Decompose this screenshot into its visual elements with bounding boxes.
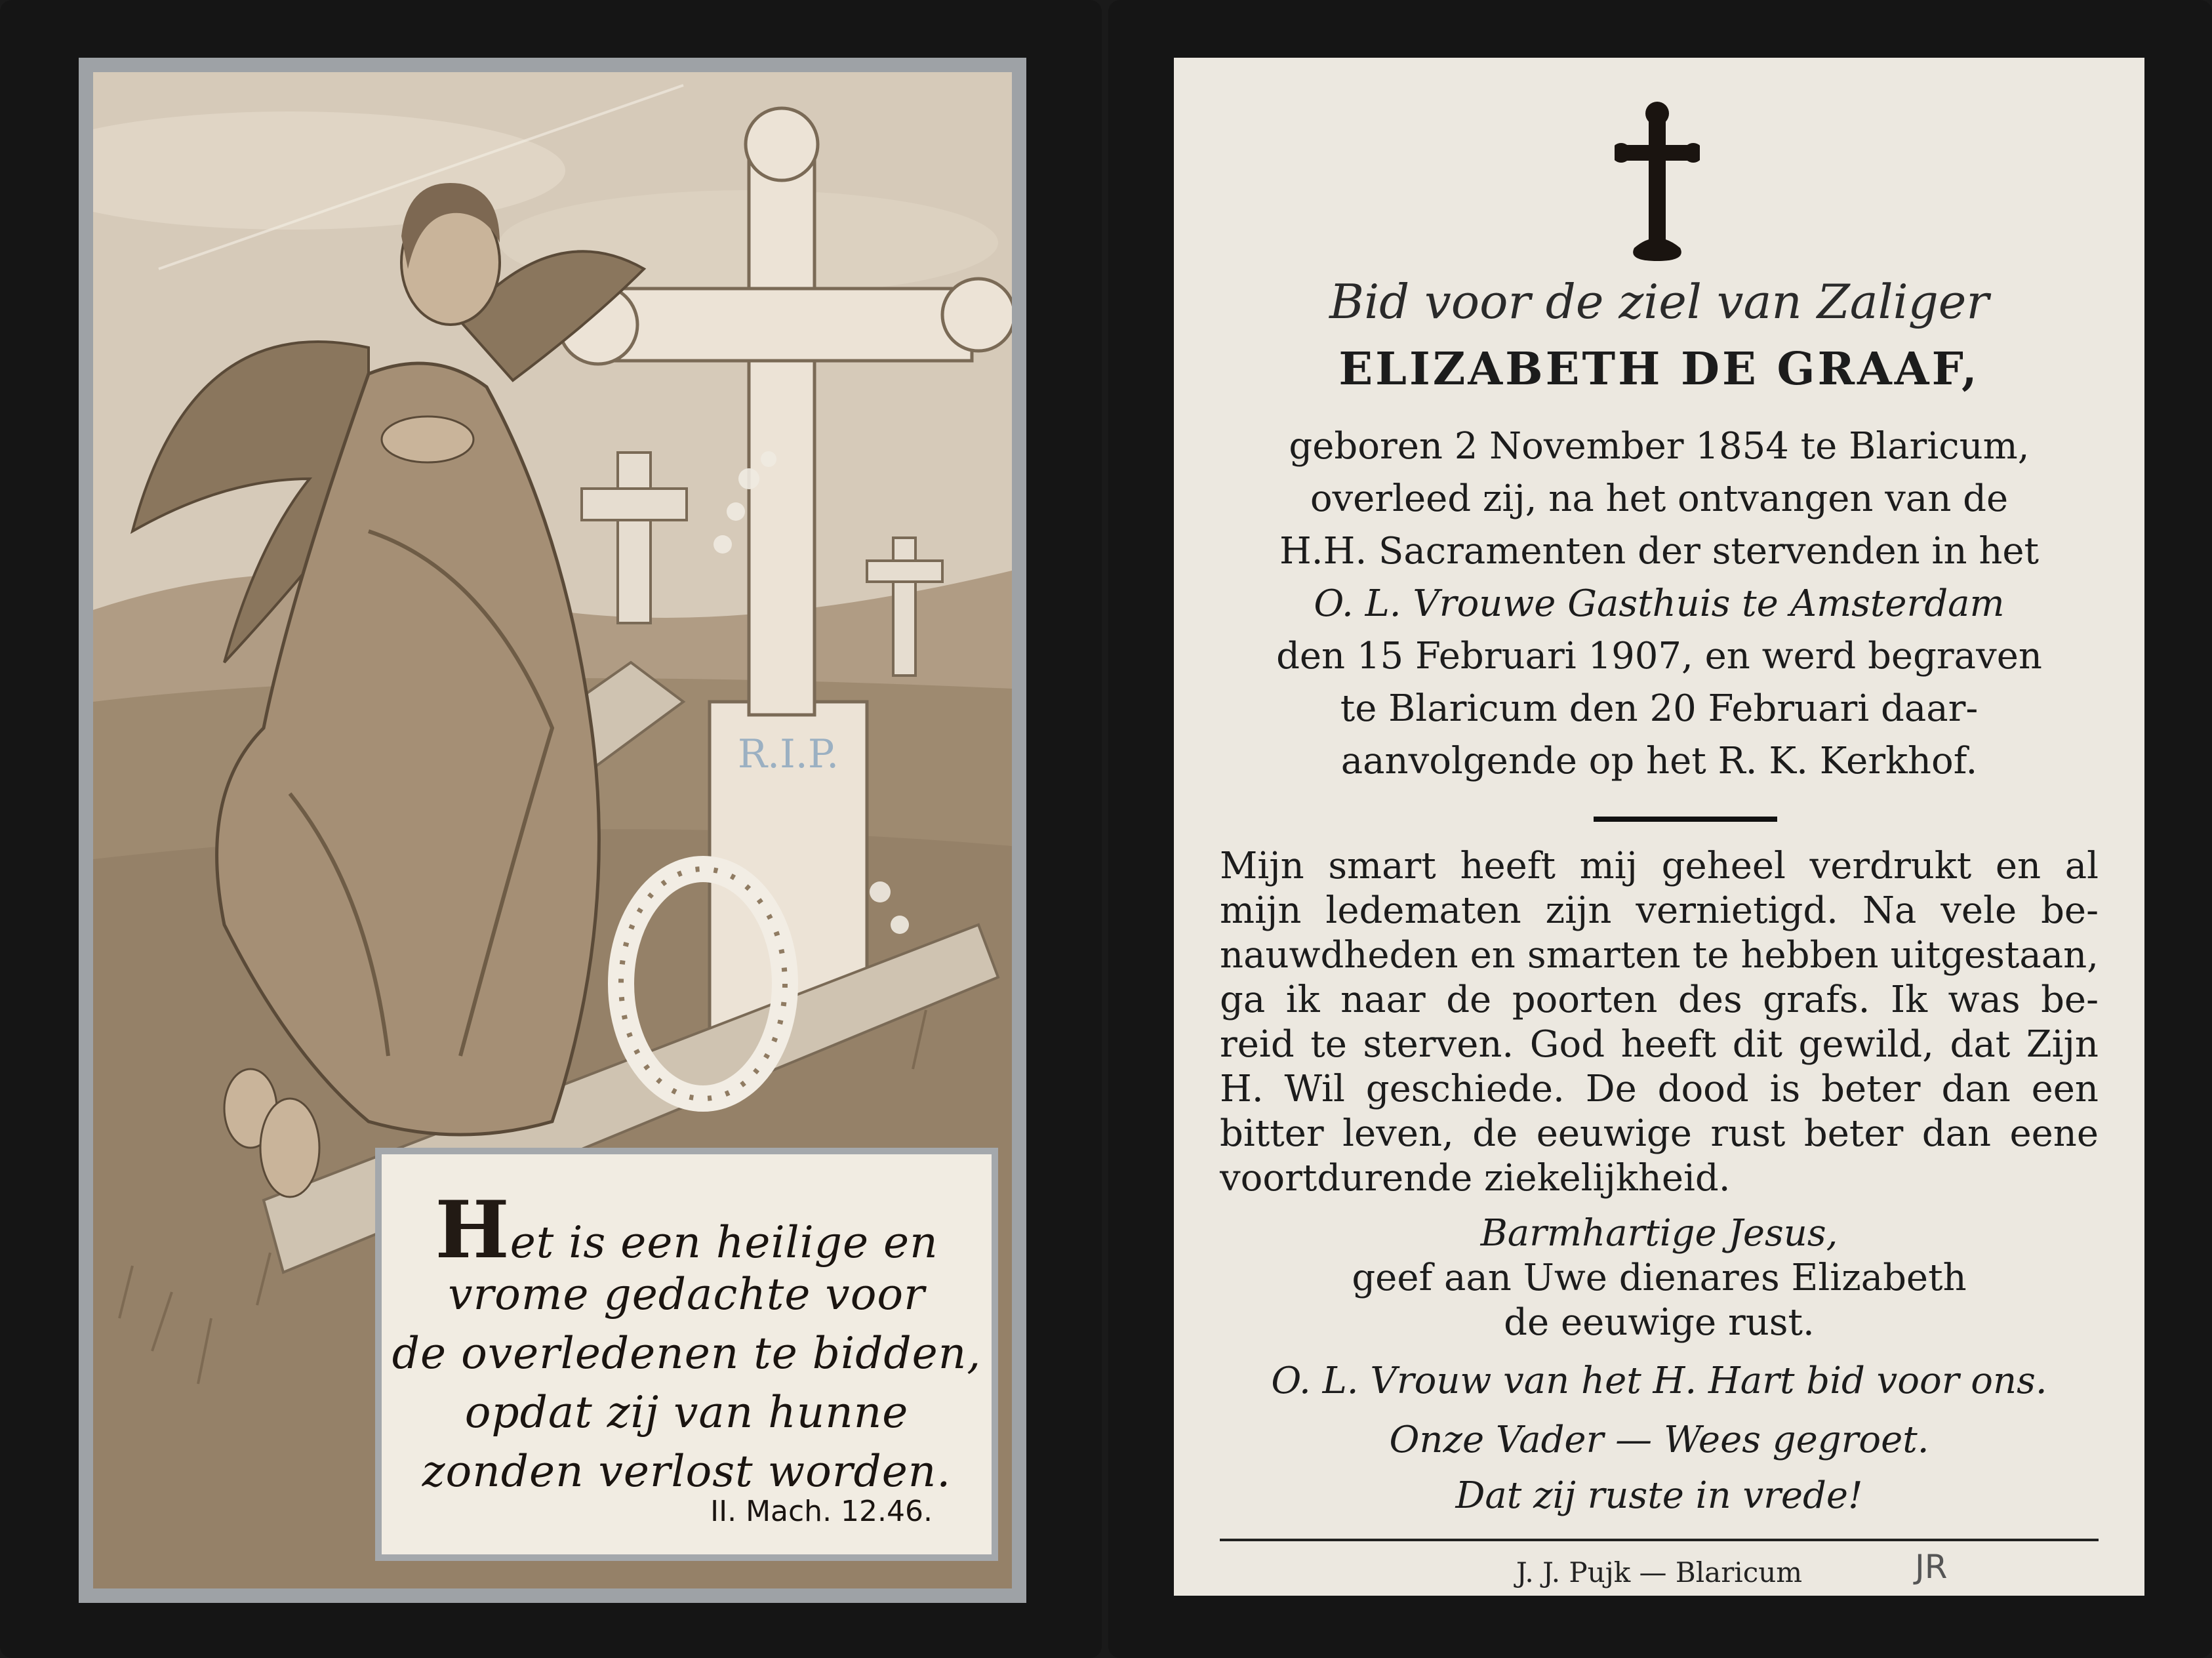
scripture-line: voortdurende ziekelijkheid. (1220, 1157, 1731, 1200)
verse-panel (375, 1148, 998, 1561)
deceased-name: ELIZABETH DE GRAAF, (1338, 343, 1980, 395)
announcement-line: overleed zij, na het ontvangen van de (1310, 477, 2009, 520)
verse-reference: II. Mach. 12.46. (710, 1495, 933, 1528)
scripture-line: bitter leven, de eeuwige rust beter dan eene (1220, 1112, 2099, 1155)
scripture-line: reid te sterven. God heeft dit gewild, dat Zijn (1220, 1023, 2099, 1066)
verse-initial: H (435, 1184, 510, 1276)
memorial-text-panel (1174, 58, 2144, 1596)
right-card (1108, 0, 2212, 1658)
rip-inscription: R.I.P. (737, 731, 839, 777)
announcement-line: H.H. Sacramenten der stervenden in het (1279, 530, 2040, 573)
scripture-line: mijn ledematen zijn vernietigd. Na vele be- (1220, 889, 2099, 932)
scripture-line: Mijn smart heeft mij geheel verdrukt en al (1220, 845, 2099, 887)
prayers-line: Onze Vader — Wees gegroet. (1389, 1419, 1929, 1461)
prayer-line: geef aan Uwe dienares Elizabeth (1352, 1257, 1967, 1299)
footer-rule (1220, 1539, 2099, 1541)
announcement-line: geboren 2 November 1854 te Blaricum, (1289, 425, 2030, 468)
prayer-line: Barmhartige Jesus, (1480, 1212, 1838, 1255)
verse-line-text: et is een heilige en (510, 1217, 938, 1268)
announcement-line: den 15 Februari 1907, en werd begraven (1276, 635, 2042, 677)
announcement-line: O. L. Vrouwe Gasthuis te Amsterdam (1314, 582, 2005, 625)
closing-line: Dat zij ruste in vrede! (1455, 1474, 1863, 1517)
cross-icon (1615, 100, 1700, 264)
prayer-line: de eeuwige rust. (1504, 1301, 1815, 1344)
invocation-line: O. L. Vrouw van het H. Hart bid voor ons. (1271, 1360, 2047, 1402)
scripture-line: nauwdheden en smarten te hebben uitgestaan, (1220, 934, 2099, 977)
verse-line: zonden verlost worden. (422, 1446, 952, 1497)
verse-line (382, 1184, 992, 1276)
verse-line: de overledenen te bidden, (392, 1328, 982, 1379)
section-divider (1594, 817, 1777, 822)
memorial-heading: Bid voor de ziel van Zaliger (1329, 274, 1989, 329)
scripture-line: ga ik naar de poorten des grafs. Ik was be- (1220, 979, 2099, 1021)
handwritten-initials: JR (1915, 1548, 1948, 1586)
illustration-panel (93, 72, 1012, 1588)
announcement-line: aanvolgende op het R. K. Kerkhof. (1340, 740, 1978, 782)
scripture-line: H. Wil geschiede. De dood is beter dan een (1220, 1068, 2099, 1110)
printer-credit: J. J. Pujk — Blaricum (1516, 1556, 1803, 1588)
left-card (0, 0, 1102, 1658)
announcement-line: te Blaricum den 20 Februari daar- (1340, 687, 1979, 730)
verse-line: opdat zij van hunne (464, 1387, 909, 1438)
verse-line: vrome gedachte voor (448, 1269, 925, 1320)
